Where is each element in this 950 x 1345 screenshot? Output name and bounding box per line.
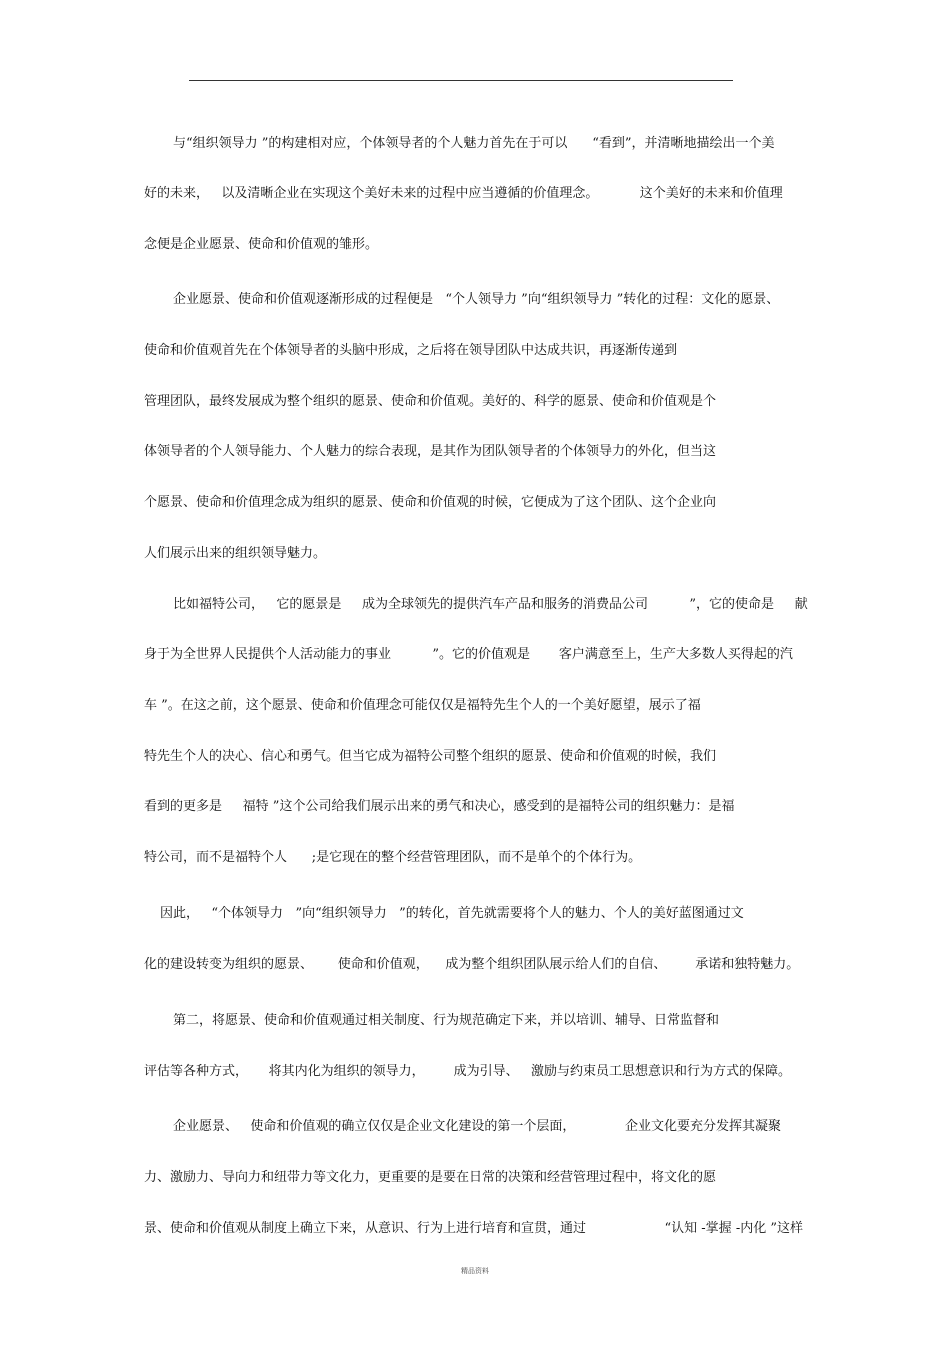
paragraph-line: 个愿景、使命和价值理念成为组织的愿景、使命和价值观的时候，它便成为了这个团队、这个企业向 [144, 495, 717, 510]
paragraph-line: 化的建设转变为组织的愿景、 使命和价值观， 成为整个组织团队展示给人们的自信、 承诺和独特魅力。 [144, 957, 800, 972]
paragraph-line: 看到的更多是 福特 ”这个公司给我们展示出来的勇气和决心，感受到的是福特公司的组织魅力：是福 [144, 799, 735, 814]
paragraph-line: 企业愿景、使命和价值观逐渐形成的过程便是 “个人领导力 ”向“组织领导力 ”转化的过程：文化的愿景、 [173, 292, 780, 307]
paragraph-line: 比如福特公司， 它的愿景是 成为全球领先的提供汽车产品和服务的消费品公司 ”，它的使命是 献 [173, 597, 808, 612]
paragraph-line: 使命和价值观首先在个体领导者的头脑中形成，之后将在领导团队中达成共识，再逐渐传递到 [144, 343, 678, 358]
paragraph-line: 与“组织领导力 ”的构建相对应，个体领导者的个人魅力首先在于可以 “看到”，并清晰地描绘出一个美 [173, 136, 775, 151]
paragraph-line: 人们展示出来的组织领导魅力。 [144, 546, 327, 561]
paragraph-line: 第二，将愿景、使命和价值观通过相关制度、行为规范确定下来，并以培训、辅导、日常监督和 [173, 1013, 720, 1028]
paragraph-line: 企业愿景、 使命和价值观的确立仅仅是企业文化建设的第一个层面， 企业文化要充分发挥其凝聚 [173, 1119, 781, 1134]
paragraph-line: 因此， “个体领导力 ”向“组织领导力 ”的转化，首先就需要将个人的魅力、个人的美好蓝图通过文 [160, 906, 744, 921]
paragraph-line: 力、激励力、导向力和纽带力等文化力，更重要的是要在日常的决策和经营管理过程中，将文化的愿 [144, 1170, 717, 1185]
paragraph-line: 管理团队，最终发展成为整个组织的愿景、使命和价值观。美好的、科学的愿景、使命和价值观是个 [144, 394, 717, 409]
page-footer: 精品资料 [461, 1267, 489, 1275]
paragraph-line: 体领导者的个人领导能力、个人魅力的综合表现，是其作为团队领导者的个体领导力的外化，但当这 [144, 444, 717, 459]
paragraph-line: 身于为全世界人民提供个人活动能力的事业 ”。它的价值观是 客户满意至上，生产大多数人买得起的汽 [144, 647, 793, 662]
paragraph-line: 好的未来， 以及清晰企业在实现这个美好未来的过程中应当遵循的价值理念。 这个美好的未来和价值理 [144, 186, 783, 201]
paragraph-line: 景、使命和价值观从制度上确立下来，从意识、行为上进行培育和宣贯，通过 “认知 -掌握 -内化 ”这样 [144, 1221, 803, 1236]
paragraph-line: 评估等各种方式， 将其内化为组织的领导力， 成为引导、 激励与约束员工思想意识和行为方式的保障。 [144, 1064, 791, 1079]
header-rule [189, 80, 733, 81]
paragraph-line: 念便是企业愿景、使命和价值观的雏形。 [144, 237, 379, 252]
paragraph-line: 特公司，而不是福特个人 ;是它现在的整个经营管理团队，而不是单个的个体行为。 [144, 850, 642, 865]
paragraph-line: 车 ”。在这之前，这个愿景、使命和价值理念可能仅仅是福特先生个人的一个美好愿望，展示了福 [144, 698, 701, 713]
paragraph-line: 特先生个人的决心、信心和勇气。但当它成为福特公司整个组织的愿景、使命和价值观的时候，我们 [144, 749, 717, 764]
